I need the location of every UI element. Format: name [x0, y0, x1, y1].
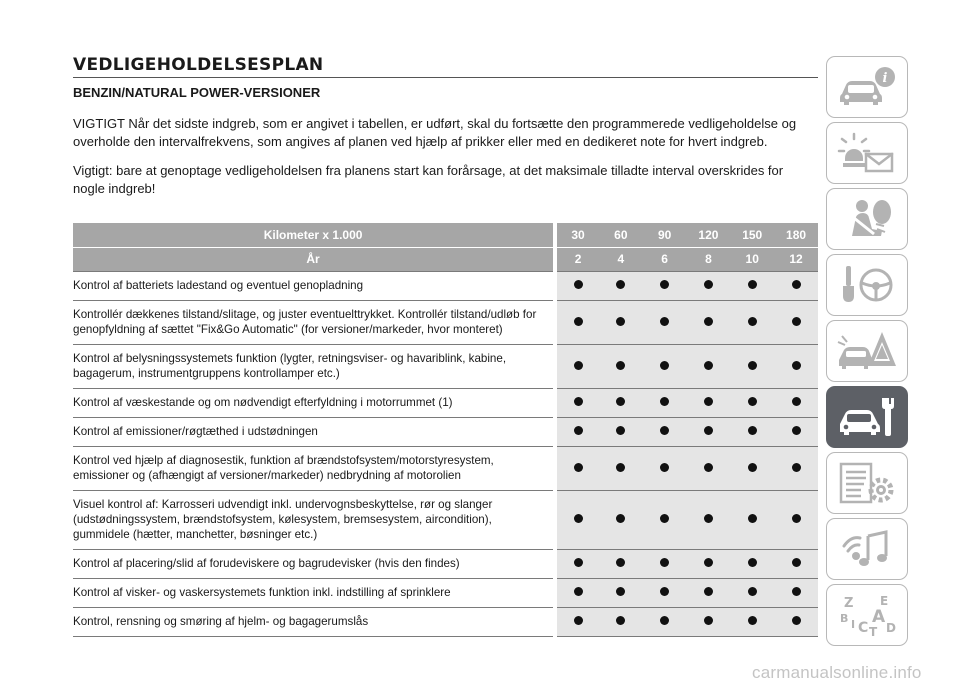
interval-cell: [599, 549, 643, 578]
interval-cell: [774, 446, 818, 490]
km-header: Kilometer x 1.000: [73, 223, 555, 247]
required-dot: [574, 280, 583, 289]
required-dot: [616, 426, 625, 435]
index-letter: I: [851, 618, 856, 631]
interval-cell: [687, 344, 731, 388]
required-dot: [792, 514, 801, 523]
interval-cell: [599, 446, 643, 490]
operation-description: Kontrol af placering/slid af forudeviskere og bagrudevisker (hvis den findes): [73, 549, 555, 578]
km-value: 90: [643, 223, 687, 247]
table-row: [73, 417, 818, 446]
required-dot: [660, 616, 669, 625]
table-row: [73, 300, 818, 344]
interval-cell: [730, 607, 774, 636]
operation-description: Kontrol, rensning og smøring af hjelm- og bagagerumslås: [73, 607, 555, 636]
required-dot: [792, 361, 801, 370]
table-row: [73, 490, 818, 549]
required-dot: [792, 280, 801, 289]
interval-cell: [643, 271, 687, 300]
required-dot: [792, 558, 801, 567]
operation-description: Kontrol af væskestande og om nødvendigt efterfyldning i motorrummet (1): [73, 388, 555, 417]
required-dot: [748, 514, 757, 523]
interval-cell: [687, 300, 731, 344]
interval-cell: [555, 490, 599, 549]
interval-cell: [687, 490, 731, 549]
km-value: 150: [730, 223, 774, 247]
required-dot: [574, 361, 583, 370]
table-row: [73, 607, 818, 636]
interval-cell: [687, 271, 731, 300]
year-value: 12: [774, 247, 818, 271]
interval-cell: [687, 417, 731, 446]
required-dot: [792, 587, 801, 596]
required-dot: [616, 280, 625, 289]
required-dot: [660, 463, 669, 472]
alphabetical-index-icon: [836, 592, 898, 638]
index-letter: C: [858, 620, 869, 636]
interval-cell: [774, 607, 818, 636]
interval-cell: [643, 388, 687, 417]
table-row: [73, 446, 818, 490]
operation-description: Kontrollér dækkenes tilstand/slitage, og juster eventuelttrykket. Kontrollér tilstand/udløb for genopfyldning af sættet "Fix&Go Automatic" (for versioner/markeder, hvor monteret): [73, 300, 555, 344]
interval-cell: [555, 271, 599, 300]
required-dot: [574, 616, 583, 625]
interval-cell: [730, 300, 774, 344]
operation-description: Kontrol af belysningssystemets funktion (lygter, retningsviser- og havariblink, kabine, bagagerum, instrumentgruppens kontrollamper etc.): [73, 344, 555, 388]
key-steering-wheel-icon: [836, 262, 898, 308]
chapter-tab[interactable]: [826, 56, 908, 118]
year-value: 10: [730, 247, 774, 271]
interval-cell: [643, 417, 687, 446]
interval-cell: [599, 578, 643, 607]
chapter-tab[interactable]: [826, 122, 908, 184]
chapter-tab[interactable]: [826, 518, 908, 580]
car-accident-warning-icon: [836, 328, 898, 374]
required-dot: [748, 463, 757, 472]
table-row: [73, 344, 818, 388]
warning-note: Vigtigt: bare at genoptage vedligeholdelsen fra planens start kan forårsage, at det maksimale tilladte interval overskrides for nogle indgreb!: [73, 163, 784, 196]
important-note: VIGTIGT Når det sidste indgreb, som er angivet i tabellen, er udført, skal du fortsætte den programmerede vedligeholdelse og overholde den intervalfrekvens, som angives af planen ved hjælp af prikker eller med en dedikeret note for hvert indgreb.: [73, 116, 797, 149]
interval-cell: [555, 300, 599, 344]
chapter-tab[interactable]: [826, 188, 908, 250]
interval-cell: [599, 417, 643, 446]
interval-cell: [599, 300, 643, 344]
interval-cell: [643, 446, 687, 490]
index-letter: B: [840, 612, 849, 625]
interval-cell: [555, 344, 599, 388]
seatbelt-airbag-icon: [836, 196, 898, 242]
interval-cell: [643, 549, 687, 578]
operation-description: Visuel kontrol af: Karrosseri udvendigt inkl. undervognsbeskyttelse, rør og slanger (udstødningssystem, brændstofsystem, kølesystem, bremsesystem, aircondition), gummidele (hætter, manchetter, bøsninger etc.): [73, 490, 555, 549]
interval-cell: [687, 388, 731, 417]
required-dot: [792, 616, 801, 625]
required-dot: [748, 280, 757, 289]
required-dot: [660, 280, 669, 289]
required-dot: [704, 426, 713, 435]
index-letter: D: [886, 621, 896, 635]
interval-cell: [555, 388, 599, 417]
required-dot: [704, 280, 713, 289]
operation-description: Kontrol af visker- og vaskersystemets funktion inkl. indstilling af sprinklere: [73, 578, 555, 607]
chapter-sidebar: [826, 56, 908, 650]
km-value: 120: [687, 223, 731, 247]
required-dot: [704, 616, 713, 625]
required-dot: [574, 587, 583, 596]
interval-cell: [687, 607, 731, 636]
index-letter: T: [869, 625, 878, 638]
year-value: 4: [599, 247, 643, 271]
required-dot: [748, 317, 757, 326]
required-dot: [660, 397, 669, 406]
interval-cell: [730, 578, 774, 607]
required-dot: [574, 463, 583, 472]
required-dot: [574, 397, 583, 406]
year-header-row: [73, 247, 818, 271]
interval-cell: [599, 490, 643, 549]
required-dot: [792, 463, 801, 472]
year-value: 8: [687, 247, 731, 271]
required-dot: [792, 317, 801, 326]
required-dot: [792, 426, 801, 435]
required-dot: [616, 463, 625, 472]
interval-cell: [774, 300, 818, 344]
index-letter: E: [880, 594, 889, 608]
required-dot: [704, 317, 713, 326]
operation-description: Kontrol af batteriets ladestand og eventuel genopladning: [73, 271, 555, 300]
required-dot: [748, 397, 757, 406]
required-dot: [616, 317, 625, 326]
interval-cell: [643, 578, 687, 607]
interval-cell: [599, 388, 643, 417]
required-dot: [704, 558, 713, 567]
chapter-tab[interactable]: [826, 584, 908, 646]
chapter-tab-maintenance[interactable]: [826, 386, 908, 448]
interval-cell: [555, 549, 599, 578]
interval-cell: [774, 388, 818, 417]
required-dot: [616, 397, 625, 406]
table-row: [73, 388, 818, 417]
required-dot: [574, 514, 583, 523]
interval-cell: [730, 271, 774, 300]
interval-cell: [774, 271, 818, 300]
page-content: [73, 55, 818, 198]
table-row: [73, 271, 818, 300]
interval-cell: [643, 344, 687, 388]
interval-cell: [730, 344, 774, 388]
interval-cell: [643, 490, 687, 549]
required-dot: [660, 426, 669, 435]
required-dot: [660, 514, 669, 523]
multimedia-icon: [836, 526, 898, 572]
watermark: carmanualsonline.info: [752, 663, 922, 682]
operation-description: Kontrol af emissioner/røgtæthed i udstødningen: [73, 417, 555, 446]
required-dot: [704, 361, 713, 370]
required-dot: [616, 558, 625, 567]
required-dot: [574, 558, 583, 567]
interval-cell: [599, 344, 643, 388]
table-row: [73, 578, 818, 607]
interval-cell: [555, 607, 599, 636]
interval-cell: [774, 417, 818, 446]
required-dot: [616, 587, 625, 596]
page-title: VEDLIGEHOLDELSESPLAN: [73, 55, 324, 75]
required-dot: [704, 587, 713, 596]
car-wrench-icon: [836, 394, 898, 440]
required-dot: [660, 317, 669, 326]
required-dot: [704, 463, 713, 472]
operation-description: Kontrol ved hjælp af diagnosestik, funktion af brændstofsystem/motorstyresystem, emissioner og (afhængigt af versioner/markeder) nedbrydning af motorolien: [73, 446, 555, 490]
required-dot: [660, 587, 669, 596]
interval-cell: [730, 490, 774, 549]
page-subtitle: BENZIN/NATURAL POWER-VERSIONER: [73, 85, 321, 100]
interval-cell: [774, 578, 818, 607]
interval-cell: [555, 417, 599, 446]
required-dot: [574, 317, 583, 326]
index-letter: A: [872, 607, 886, 627]
required-dot: [616, 361, 625, 370]
required-dot: [660, 361, 669, 370]
interval-cell: [774, 490, 818, 549]
required-dot: [574, 426, 583, 435]
year-header: År: [73, 247, 555, 271]
interval-cell: [555, 578, 599, 607]
interval-cell: [774, 549, 818, 578]
warning-lights-mail-icon: [836, 130, 898, 176]
required-dot: [660, 558, 669, 567]
required-dot: [704, 397, 713, 406]
required-dot: [616, 514, 625, 523]
interval-cell: [687, 578, 731, 607]
interval-cell: [555, 446, 599, 490]
year-value: 6: [643, 247, 687, 271]
required-dot: [748, 587, 757, 596]
km-value: 30: [555, 223, 599, 247]
required-dot: [792, 397, 801, 406]
km-value: 180: [774, 223, 818, 247]
required-dot: [704, 514, 713, 523]
chapter-tab[interactable]: [826, 452, 908, 514]
table-row: [73, 549, 818, 578]
interval-cell: [687, 446, 731, 490]
car-info-icon: [836, 64, 898, 110]
title-divider: [73, 77, 818, 78]
maintenance-table-body: [73, 271, 818, 636]
interval-cell: [643, 607, 687, 636]
required-dot: [748, 558, 757, 567]
required-dot: [748, 361, 757, 370]
chapter-tab[interactable]: [826, 254, 908, 316]
interval-cell: [599, 271, 643, 300]
interval-cell: [730, 417, 774, 446]
maintenance-table: [73, 223, 818, 637]
interval-cell: [730, 388, 774, 417]
index-letter: Z: [844, 596, 854, 611]
interval-cell: [774, 344, 818, 388]
required-dot: [616, 616, 625, 625]
specs-gear-icon: [836, 460, 898, 506]
interval-cell: [730, 446, 774, 490]
interval-cell: [730, 549, 774, 578]
km-header-row: [73, 223, 818, 247]
required-dot: [748, 426, 757, 435]
interval-cell: [599, 607, 643, 636]
km-value: 60: [599, 223, 643, 247]
year-value: 2: [555, 247, 599, 271]
svg-text:i: i: [882, 71, 888, 86]
interval-cell: [687, 549, 731, 578]
required-dot: [748, 616, 757, 625]
interval-cell: [643, 300, 687, 344]
chapter-tab[interactable]: [826, 320, 908, 382]
